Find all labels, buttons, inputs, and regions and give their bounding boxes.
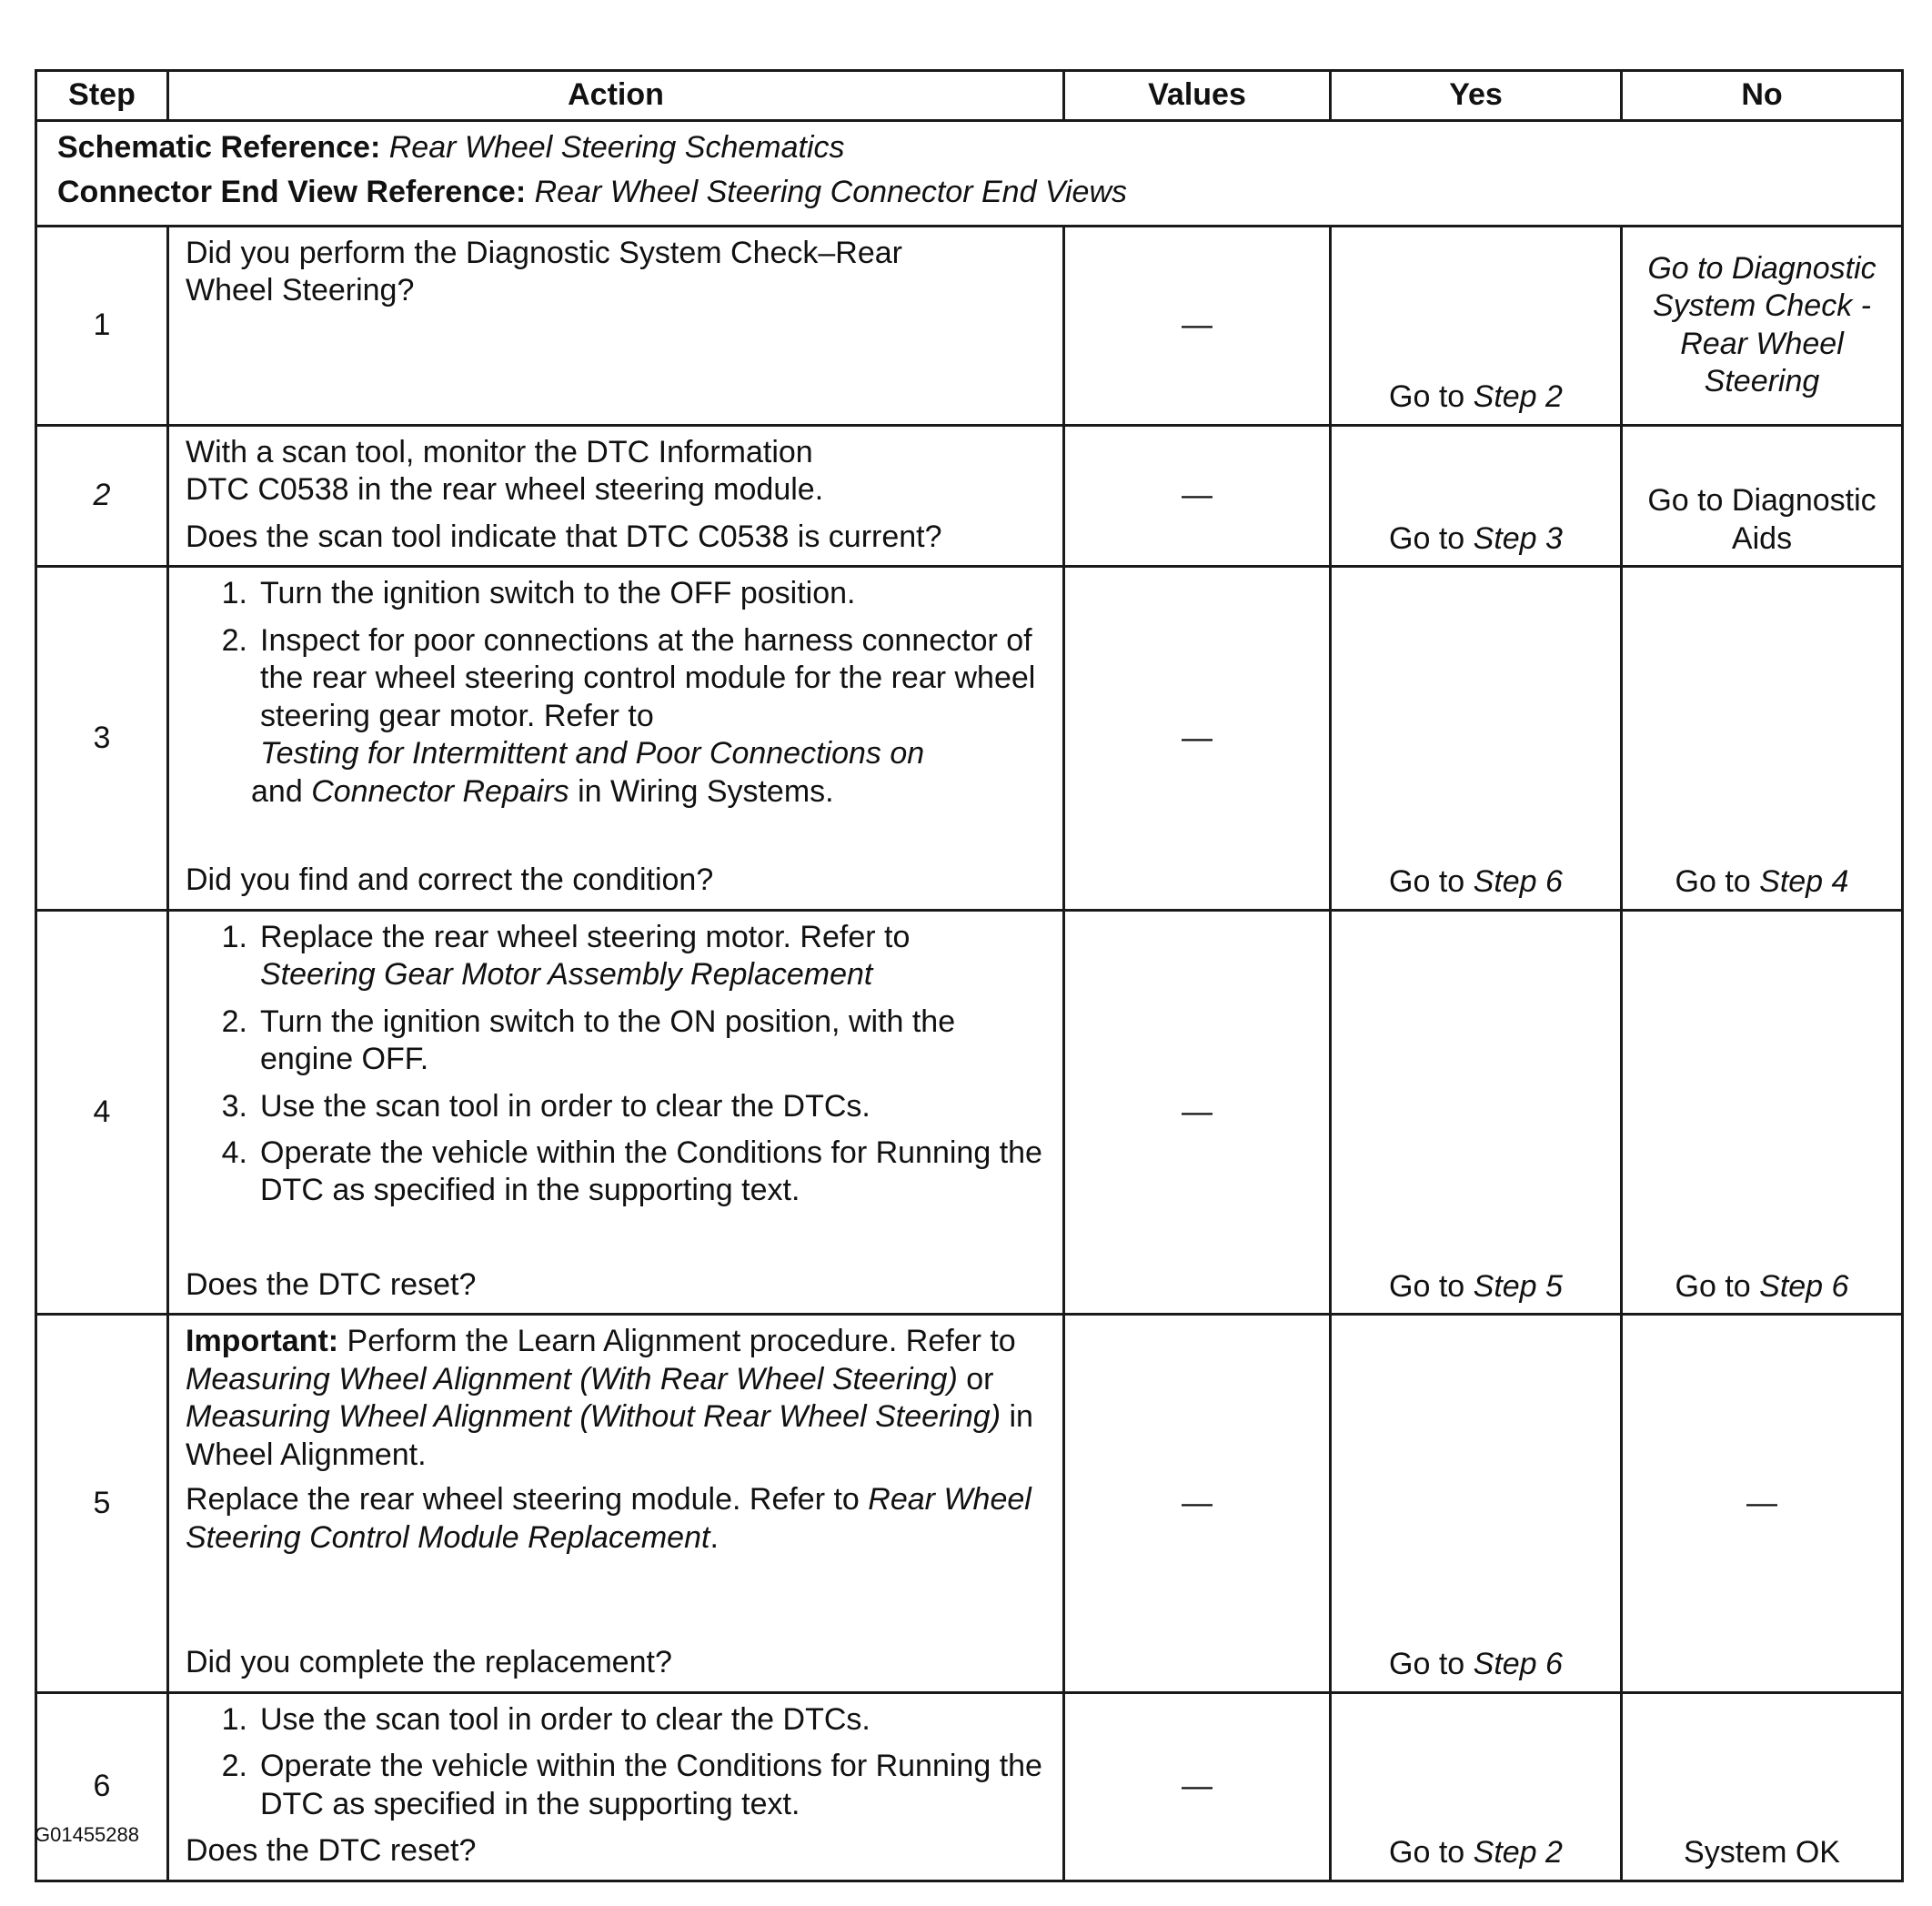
replace-instruction: Replace the rear wheel steering module. Refer to Rear Wheel Steering Control Module Replacement. — [186, 1482, 1031, 1555]
action-cell — [168, 567, 1064, 910]
action-question: Does the scan tool indicate that DTC C0538 is current? — [186, 519, 942, 554]
schematic-reference-label: Schematic Reference: — [57, 130, 381, 165]
diagnostic-table — [35, 69, 1904, 1882]
ref-link[interactable]: Connector Repairs — [311, 773, 569, 809]
schematic-reference-link[interactable]: Rear Wheel Steering Schematics — [388, 130, 845, 165]
reference-cell — [36, 121, 1903, 227]
connector-reference-label: Connector End View Reference: — [57, 175, 527, 210]
schematic-reference — [57, 129, 1881, 166]
header-no: No — [1622, 71, 1903, 121]
ref-link[interactable]: Rear Wheel Steering Control Module Replacement — [186, 1482, 1031, 1555]
action-cell — [168, 1315, 1064, 1692]
header-action: Action — [168, 71, 1064, 121]
step-number: 6 — [36, 1692, 168, 1881]
action-question: Did you complete the replacement? — [186, 1645, 672, 1680]
no-text: Go to Diagnostic Aids — [1647, 483, 1877, 556]
list-item: 2. Inspect for poor connections at the harness connector of the rear wheel steering control module for the rear wheel steering gear motor. Refer to Testing for Intermittent and Poor Connections on and Connector Repairs in Wiring Systems. — [221, 622, 1036, 809]
no-link[interactable] — [1622, 226, 1903, 425]
no-cell: System OK — [1622, 1692, 1903, 1881]
yes-link[interactable]: Step 6 — [1473, 1647, 1563, 1682]
no-text: Go to Diagnostic System Check - Rear Wheel Steering — [1647, 251, 1877, 399]
no-link[interactable]: Step 4 — [1759, 864, 1849, 900]
no-link[interactable] — [1622, 425, 1903, 566]
yes-cell: Go to Step 5 — [1331, 910, 1622, 1315]
yes-cell: Go to Step 6 — [1331, 1315, 1622, 1692]
value-cell: — — [1064, 425, 1331, 566]
action-cell — [168, 226, 1064, 425]
yes-prefix: Go to — [1389, 520, 1474, 556]
no-cell: — — [1622, 1315, 1903, 1692]
value-cell: — — [1064, 1692, 1331, 1881]
action-cell — [168, 1692, 1064, 1881]
step-number: 2 — [36, 425, 168, 566]
step-number: 3 — [36, 567, 168, 910]
list-item: 1. Use the scan tool in order to clear the DTCs. — [221, 1701, 870, 1737]
list-item: 4. Operate the vehicle within the Conditions for Running the DTC as specified in the supporting text. — [221, 1135, 1042, 1208]
list-item: 3. Use the scan tool in order to clear the DTCs. — [221, 1088, 870, 1124]
table-row — [36, 567, 1903, 910]
ref-link[interactable]: Measuring Wheel Alignment (Without Rear Wheel Steering) — [186, 1399, 1001, 1435]
list-item: 1. Replace the rear wheel steering motor. Refer to Steering Gear Motor Assembly Replacement — [221, 919, 911, 993]
ref-link[interactable]: Steering Gear Motor Assembly Replacement — [260, 957, 873, 993]
action-line: DTC C0538 in the rear wheel steering module. — [186, 472, 824, 508]
action-question: Does the DTC reset? — [186, 1833, 477, 1869]
action-list — [186, 1701, 1048, 1823]
table-row — [36, 425, 1903, 566]
list-item: 2. Operate the vehicle within the Conditions for Running the DTC as specified in the supporting text. — [221, 1749, 1042, 1821]
header-values: Values — [1064, 71, 1331, 121]
value-cell: — — [1064, 1315, 1331, 1692]
table-row — [36, 910, 1903, 1315]
step-number: 4 — [36, 910, 168, 1315]
reference-row — [36, 121, 1903, 227]
list-item: 1. Turn the ignition switch to the OFF position. — [221, 576, 856, 611]
value-cell: — — [1064, 567, 1331, 910]
action-line: With a scan tool, monitor the DTC Information — [186, 434, 813, 469]
connector-reference — [57, 174, 1881, 211]
no-cell: Go to Step 4 — [1622, 567, 1903, 910]
value-cell: — — [1064, 910, 1331, 1315]
yes-link[interactable]: Step 6 — [1473, 864, 1563, 900]
no-cell: Go to Step 6 — [1622, 910, 1903, 1315]
header-row — [36, 71, 1903, 121]
action-question: Did you find and correct the condition? — [186, 862, 714, 898]
yes-prefix: Go to — [1389, 379, 1474, 415]
action-text: Did you perform the Diagnostic System Check–Rear Wheel Steering? — [186, 235, 902, 308]
action-list — [186, 919, 1048, 1210]
ref-link[interactable]: Measuring Wheel Alignment (With Rear Wheel Steering) — [186, 1361, 958, 1397]
table-row — [36, 1692, 1903, 1881]
important-label: Important: — [186, 1324, 339, 1359]
step-number: 1 — [36, 226, 168, 425]
header-yes: Yes — [1331, 71, 1622, 121]
list-item: 2. Turn the ignition switch to the ON position, with the engine OFF. — [221, 1003, 956, 1077]
header-step: Step — [36, 71, 168, 121]
yes-cell — [1331, 425, 1622, 566]
table-row — [36, 226, 1903, 425]
action-cell — [168, 910, 1064, 1315]
yes-cell: Go to Step 2 — [1331, 1692, 1622, 1881]
no-link[interactable]: Step 6 — [1759, 1268, 1849, 1304]
important-note: Important: Perform the Learn Alignment procedure. Refer to Measuring Wheel Alignment (With Rear Wheel Steering) or Measuring Wheel Alignment (Without Rear Wheel Steering) in Wheel Alignment. — [186, 1324, 1033, 1472]
step-number: 5 — [36, 1315, 168, 1692]
yes-cell — [1331, 226, 1622, 425]
yes-link[interactable]: Step 3 — [1473, 520, 1563, 556]
value-cell: — — [1064, 226, 1331, 425]
action-list — [186, 575, 1048, 811]
ref-link[interactable]: Testing for Intermittent and Poor Connections on — [260, 736, 925, 771]
yes-link[interactable]: Step 5 — [1473, 1268, 1563, 1304]
yes-link[interactable]: Step 2 — [1473, 1835, 1563, 1871]
figure-code: G01455288 — [35, 1823, 139, 1846]
yes-link[interactable]: Step 2 — [1473, 379, 1563, 415]
connector-reference-link[interactable]: Rear Wheel Steering Connector End Views — [534, 175, 1128, 210]
table-row — [36, 1315, 1903, 1692]
yes-cell: Go to Step 6 — [1331, 567, 1622, 910]
action-cell — [168, 425, 1064, 566]
action-question: Does the DTC reset? — [186, 1266, 477, 1302]
